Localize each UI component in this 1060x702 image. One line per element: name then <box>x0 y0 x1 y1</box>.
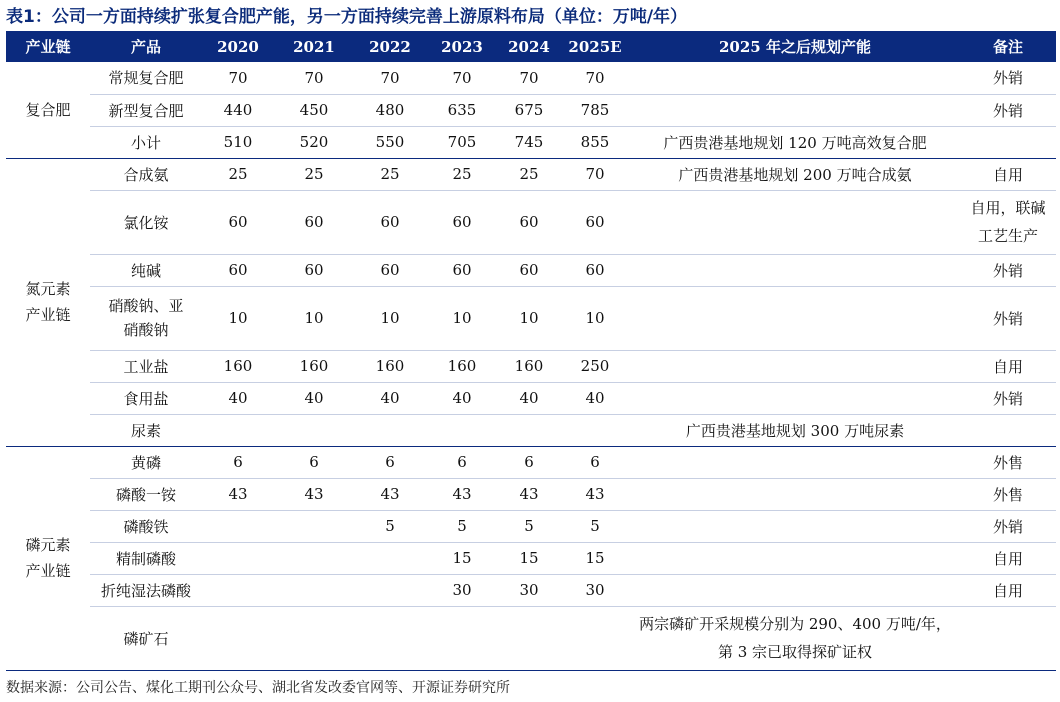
value-cell: 70 <box>274 62 354 94</box>
value-cell: 70 <box>202 62 274 94</box>
value-cell: 70 <box>498 62 560 94</box>
product-cell: 常规复合肥 <box>90 62 202 94</box>
value-cell: 6 <box>498 446 560 478</box>
plan-cell <box>630 62 960 94</box>
value-cell: 6 <box>354 446 426 478</box>
header-cell: 2023 <box>426 31 498 62</box>
value-cell: 70 <box>560 158 630 190</box>
value-cell: 10 <box>498 286 560 350</box>
header-cell: 2025E <box>560 31 630 62</box>
value-cell: 480 <box>354 94 426 126</box>
value-cell: 60 <box>426 190 498 254</box>
value-cell <box>426 606 498 670</box>
value-cell <box>560 414 630 446</box>
value-cell: 30 <box>498 574 560 606</box>
value-cell: 25 <box>202 158 274 190</box>
note-cell: 外销 <box>960 286 1056 350</box>
note-cell: 外售 <box>960 446 1056 478</box>
value-cell: 250 <box>560 350 630 382</box>
note-cell: 自用 <box>960 350 1056 382</box>
value-cell: 60 <box>426 254 498 286</box>
note-cell <box>960 606 1056 670</box>
value-cell: 70 <box>426 62 498 94</box>
plan-cell <box>630 478 960 510</box>
value-cell: 440 <box>202 94 274 126</box>
value-cell: 43 <box>426 478 498 510</box>
value-cell: 5 <box>498 510 560 542</box>
plan-cell <box>630 254 960 286</box>
table-row <box>6 190 1056 254</box>
table-row <box>6 510 1056 542</box>
value-cell <box>274 542 354 574</box>
value-cell: 30 <box>560 574 630 606</box>
table-row <box>6 478 1056 510</box>
plan-cell <box>630 510 960 542</box>
value-cell <box>202 510 274 542</box>
note-cell <box>960 126 1056 158</box>
note-cell: 自用 <box>960 574 1056 606</box>
plan-cell <box>630 542 960 574</box>
value-cell <box>354 414 426 446</box>
table-row <box>6 350 1056 382</box>
value-cell: 10 <box>274 286 354 350</box>
value-cell: 5 <box>354 510 426 542</box>
note-cell: 外销 <box>960 94 1056 126</box>
value-cell <box>274 574 354 606</box>
value-cell: 6 <box>560 446 630 478</box>
value-cell <box>498 606 560 670</box>
value-cell: 520 <box>274 126 354 158</box>
value-cell: 6 <box>274 446 354 478</box>
product-cell: 磷矿石 <box>90 606 202 670</box>
value-cell <box>426 414 498 446</box>
value-cell: 160 <box>274 350 354 382</box>
header-cell: 2022 <box>354 31 426 62</box>
value-cell <box>354 606 426 670</box>
note-cell: 外销 <box>960 254 1056 286</box>
plan-cell: 广西贵港基地规划 120 万吨高效复合肥 <box>630 126 960 158</box>
plan-cell <box>630 190 960 254</box>
value-cell: 40 <box>426 382 498 414</box>
plan-cell <box>630 94 960 126</box>
value-cell: 10 <box>202 286 274 350</box>
header-cell: 备注 <box>960 31 1056 62</box>
value-cell: 6 <box>202 446 274 478</box>
value-cell: 60 <box>560 254 630 286</box>
value-cell: 60 <box>354 254 426 286</box>
product-cell: 合成氨 <box>90 158 202 190</box>
note-cell: 外销 <box>960 62 1056 94</box>
product-cell: 磷酸一铵 <box>90 478 202 510</box>
capacity-table <box>6 31 1056 671</box>
header-cell: 2020 <box>202 31 274 62</box>
value-cell: 43 <box>560 478 630 510</box>
product-cell: 氯化铵 <box>90 190 202 254</box>
value-cell: 43 <box>498 478 560 510</box>
note-cell: 外销 <box>960 510 1056 542</box>
plan-cell <box>630 286 960 350</box>
value-cell <box>202 542 274 574</box>
value-cell: 10 <box>560 286 630 350</box>
note-cell: 自用 <box>960 542 1056 574</box>
value-cell <box>560 606 630 670</box>
note-cell: 自用，联碱工艺生产 <box>960 190 1056 254</box>
value-cell: 510 <box>202 126 274 158</box>
plan-cell <box>630 382 960 414</box>
value-cell: 6 <box>426 446 498 478</box>
table-row <box>6 542 1056 574</box>
value-cell: 550 <box>354 126 426 158</box>
value-cell: 60 <box>202 254 274 286</box>
value-cell: 10 <box>426 286 498 350</box>
product-cell: 工业盐 <box>90 350 202 382</box>
plan-cell <box>630 350 960 382</box>
value-cell: 25 <box>426 158 498 190</box>
table-row <box>6 414 1056 446</box>
value-cell: 70 <box>560 62 630 94</box>
value-cell: 10 <box>354 286 426 350</box>
product-cell: 硝酸钠、亚硝酸钠 <box>90 286 202 350</box>
value-cell: 25 <box>274 158 354 190</box>
value-cell: 160 <box>354 350 426 382</box>
value-cell: 450 <box>274 94 354 126</box>
plan-cell: 广西贵港基地规划 300 万吨尿素 <box>630 414 960 446</box>
product-cell: 食用盐 <box>90 382 202 414</box>
value-cell: 745 <box>498 126 560 158</box>
note-cell: 外售 <box>960 478 1056 510</box>
product-cell: 精制磷酸 <box>90 542 202 574</box>
value-cell: 60 <box>560 190 630 254</box>
value-cell: 60 <box>498 190 560 254</box>
value-cell: 40 <box>202 382 274 414</box>
table-title: 表1：公司一方面持续扩张复合肥产能，另一方面持续完善上游原料布局（单位：万吨/年） <box>6 7 688 27</box>
plan-cell <box>630 446 960 478</box>
value-cell: 40 <box>560 382 630 414</box>
value-cell: 5 <box>560 510 630 542</box>
table-row <box>6 126 1056 158</box>
value-cell: 635 <box>426 94 498 126</box>
value-cell: 40 <box>498 382 560 414</box>
value-cell: 5 <box>426 510 498 542</box>
header-cell: 2024 <box>498 31 560 62</box>
table-row <box>6 382 1056 414</box>
value-cell: 15 <box>560 542 630 574</box>
value-cell: 60 <box>274 190 354 254</box>
table-row <box>6 94 1056 126</box>
product-cell: 新型复合肥 <box>90 94 202 126</box>
value-cell: 855 <box>560 126 630 158</box>
value-cell: 25 <box>498 158 560 190</box>
value-cell: 40 <box>274 382 354 414</box>
value-cell: 15 <box>426 542 498 574</box>
value-cell: 43 <box>354 478 426 510</box>
value-cell: 15 <box>498 542 560 574</box>
plan-cell: 两宗磷矿开采规模分别为 290、400 万吨/年，第 3 宗已取得探矿证权 <box>630 606 960 670</box>
header-cell: 2021 <box>274 31 354 62</box>
value-cell: 160 <box>498 350 560 382</box>
data-source: 数据来源：公司公告、煤化工期刊公众号、湖北省发改委官网等、开源证券研究所 <box>6 680 510 696</box>
product-cell: 纯碱 <box>90 254 202 286</box>
value-cell: 25 <box>354 158 426 190</box>
value-cell: 785 <box>560 94 630 126</box>
value-cell: 675 <box>498 94 560 126</box>
value-cell: 160 <box>426 350 498 382</box>
group-cell: 磷元素产业链 <box>6 446 90 670</box>
product-cell: 黄磷 <box>90 446 202 478</box>
table-row <box>6 446 1056 478</box>
product-cell: 小计 <box>90 126 202 158</box>
value-cell <box>354 574 426 606</box>
value-cell <box>274 606 354 670</box>
header-cell: 2025 年之后规划产能 <box>630 31 960 62</box>
value-cell: 60 <box>274 254 354 286</box>
value-cell: 40 <box>354 382 426 414</box>
plan-cell <box>630 574 960 606</box>
table-row <box>6 254 1056 286</box>
product-cell: 尿素 <box>90 414 202 446</box>
table-row <box>6 158 1056 190</box>
header-row <box>6 31 1056 62</box>
table-row <box>6 574 1056 606</box>
value-cell <box>202 606 274 670</box>
table-row <box>6 62 1056 94</box>
plan-cell: 广西贵港基地规划 200 万吨合成氨 <box>630 158 960 190</box>
value-cell <box>354 542 426 574</box>
header-cell: 产业链 <box>6 31 90 62</box>
product-cell: 磷酸铁 <box>90 510 202 542</box>
value-cell <box>202 414 274 446</box>
value-cell <box>498 414 560 446</box>
value-cell: 60 <box>498 254 560 286</box>
value-cell <box>202 574 274 606</box>
value-cell: 705 <box>426 126 498 158</box>
product-cell: 折纯湿法磷酸 <box>90 574 202 606</box>
value-cell: 60 <box>202 190 274 254</box>
value-cell <box>274 510 354 542</box>
value-cell: 30 <box>426 574 498 606</box>
value-cell: 60 <box>354 190 426 254</box>
value-cell: 70 <box>354 62 426 94</box>
group-cell: 氮元素产业链 <box>6 158 90 446</box>
value-cell: 160 <box>202 350 274 382</box>
table-row <box>6 286 1056 350</box>
value-cell: 43 <box>274 478 354 510</box>
header-cell: 产品 <box>90 31 202 62</box>
value-cell: 43 <box>202 478 274 510</box>
note-cell: 自用 <box>960 158 1056 190</box>
group-cell: 复合肥 <box>6 62 90 158</box>
note-cell: 外销 <box>960 382 1056 414</box>
value-cell <box>274 414 354 446</box>
table-row <box>6 606 1056 670</box>
note-cell <box>960 414 1056 446</box>
